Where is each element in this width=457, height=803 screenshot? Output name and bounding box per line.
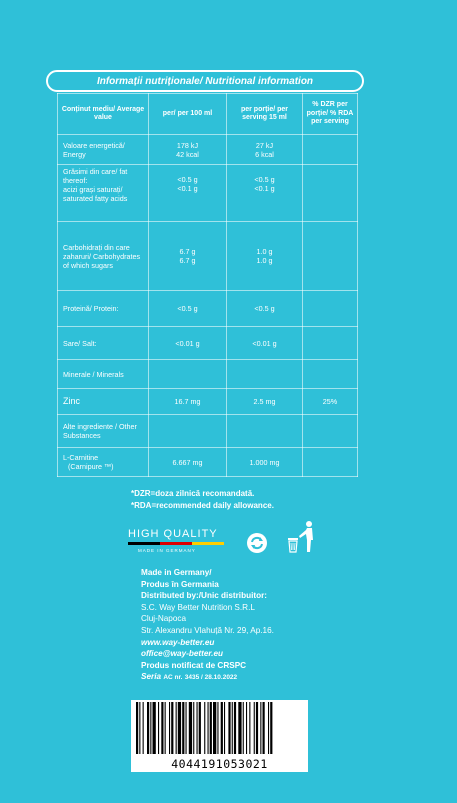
row-label-line: Grăsimi din care/ fat thereof: — [63, 167, 128, 185]
row-serving: <0.5 g — [227, 291, 303, 327]
barcode-bar — [169, 702, 170, 754]
company-city: Cluj-Napoca — [141, 614, 187, 624]
barcode-bar — [246, 702, 247, 754]
row-label: Minerale / Minerals — [58, 360, 149, 389]
barcode-bar — [189, 702, 192, 754]
batch-label: Seria — [141, 672, 162, 682]
barcode-bar — [254, 702, 255, 754]
table-row — [58, 415, 358, 448]
german-flag-bar — [128, 542, 224, 545]
barcode-bar — [171, 702, 173, 754]
row-label: Sare/ Salt: — [58, 327, 149, 360]
row-per100 — [149, 222, 227, 291]
row-value-line: 42 kcal — [176, 149, 199, 159]
barcode-bar — [221, 702, 223, 754]
barcode-bar — [260, 702, 261, 754]
barcode-bar — [256, 702, 258, 754]
barcode-bar — [153, 702, 156, 754]
row-value-line: 1.0 g — [256, 247, 273, 256]
header-per-serving: per porție/ per serving 15 ml — [227, 94, 303, 135]
barcode-bar — [232, 702, 233, 754]
row-label-line: L-Carnitine — [63, 453, 99, 462]
company-name: S.C. Way Better Nutrition S.R.L — [141, 602, 255, 612]
barcode-bar — [213, 702, 216, 754]
row-rda — [303, 327, 358, 360]
row-value-line: <0.5 g — [254, 175, 275, 184]
row-serving — [227, 165, 303, 222]
barcode-bar — [178, 702, 181, 754]
row-label: Zinc — [58, 389, 149, 415]
row-serving: 1.000 mg — [227, 448, 303, 477]
row-per100: <0.5 g — [149, 291, 227, 327]
row-label — [58, 448, 149, 477]
barcode-bar — [204, 702, 205, 754]
row-label-line: (Carnipure ™) — [68, 462, 114, 471]
row-value-line: 178 kJ — [176, 140, 199, 150]
row-per100: 16.7 mg — [149, 389, 227, 415]
barcode — [131, 700, 308, 772]
batch-value: 3435 / 28.10.2022 — [184, 674, 238, 682]
row-label: Carbohidrați din care zaharuri/ Carbohydrates of which sugars — [58, 222, 149, 291]
table-row — [58, 448, 358, 477]
barcode-bar — [270, 702, 272, 754]
footnote-rda: *RDA=recommended daily allowance. — [131, 501, 274, 510]
row-rda — [303, 415, 358, 448]
table-row — [58, 291, 358, 327]
barcode-bar — [136, 702, 138, 754]
logo-row — [128, 520, 328, 560]
row-rda — [303, 135, 358, 165]
row-serving — [227, 415, 303, 448]
row-label: Valoare energetică/ Energy — [58, 135, 149, 165]
batch-code: AC nr. — [163, 674, 183, 682]
row-per100: <0.01 g — [149, 327, 227, 360]
high-quality-logo-text: HIGH QUALITY — [128, 528, 218, 540]
row-rda: 25% — [303, 389, 358, 415]
barcode-bar — [224, 702, 225, 754]
barcode-number: 4044191053021 — [171, 757, 268, 771]
made-in-germany-logo-text: MADE IN GERMANY — [138, 548, 196, 553]
row-value-line: 27 kJ — [255, 140, 274, 150]
row-value-line: 6 kcal — [255, 149, 274, 159]
row-value-line: 6.7 g — [179, 247, 196, 256]
barcode-bar — [186, 702, 187, 754]
distributed-by-label: Distributed by:/Unic distribuitor: — [141, 591, 267, 601]
barcode-bar — [249, 702, 250, 754]
barcode-bar — [182, 702, 184, 754]
table-row — [58, 327, 358, 360]
made-in-germany-en: Made in Germany/ — [141, 568, 212, 577]
row-serving — [227, 360, 303, 389]
flag-red-stripe — [160, 542, 192, 545]
barcode-bar — [210, 702, 212, 754]
row-label — [58, 165, 149, 222]
nutrition-table — [57, 93, 358, 477]
table-row — [58, 389, 358, 415]
batch-line — [141, 671, 381, 684]
made-in-germany-ro: Produs în Germania — [141, 579, 219, 589]
row-label-line: acizi grași saturați/ saturated fatty acids — [63, 185, 128, 203]
barcode-bar — [238, 702, 241, 754]
flag-gold-stripe — [192, 542, 224, 545]
barcode-bar — [150, 702, 151, 754]
row-rda — [303, 165, 358, 222]
barcode-bar — [197, 702, 198, 754]
row-serving: 2.5 mg — [227, 389, 303, 415]
row-serving: <0.01 g — [227, 327, 303, 360]
table-row — [58, 135, 358, 165]
row-value-line: <0.1 g — [177, 184, 198, 193]
barcode-bar — [158, 702, 159, 754]
barcode-bar — [217, 702, 218, 754]
flag-black-stripe — [128, 542, 160, 545]
barcode-bar — [208, 702, 209, 754]
barcode-bar — [193, 702, 194, 754]
trash-bin-icon — [286, 520, 322, 556]
header-per-100ml: per/ per 100 ml — [149, 94, 227, 135]
footnotes — [131, 488, 391, 512]
row-per100 — [149, 415, 227, 448]
row-per100 — [149, 360, 227, 389]
notification-text: Produs notificat de CRSPC — [141, 660, 247, 670]
row-serving — [227, 135, 303, 165]
row-label: Proteină/ Protein: — [58, 291, 149, 327]
row-rda — [303, 448, 358, 477]
barcode-bar — [234, 702, 236, 754]
footnote-dzr: *DZR=doza zilnică recomandată. — [131, 489, 255, 498]
company-address: Str. Alexandru Vlahuță Nr. 29, Ap.16. — [141, 625, 274, 635]
row-value-line: 1.0 g — [256, 256, 273, 265]
header-rda: % DZR per porție/ % RDA per serving — [303, 94, 358, 135]
barcode-bar — [199, 702, 201, 754]
nutrition-title: Informații nutriționale/ Nutritional information — [46, 70, 364, 92]
row-rda — [303, 291, 358, 327]
row-value-line: <0.1 g — [254, 184, 275, 193]
recycle-icon — [246, 532, 268, 554]
barcode-bar — [268, 702, 269, 754]
table-header-row — [58, 94, 358, 135]
row-per100 — [149, 165, 227, 222]
table-row — [58, 360, 358, 389]
row-rda — [303, 360, 358, 389]
barcode-bar — [228, 702, 230, 754]
row-serving — [227, 222, 303, 291]
table-row — [58, 165, 358, 222]
barcode-bar — [147, 702, 149, 754]
website-link[interactable]: www.way-better.eu — [141, 637, 215, 647]
barcode-bar — [161, 702, 163, 754]
header-average-value: Conținut mediu/ Average value — [58, 94, 149, 135]
barcode-bar — [139, 702, 140, 754]
row-per100 — [149, 135, 227, 165]
distributor-info — [141, 567, 381, 684]
barcode-bar — [263, 702, 265, 754]
email-link[interactable]: office@way-better.eu — [141, 649, 223, 659]
row-rda — [303, 222, 358, 291]
barcode-bar — [165, 702, 166, 754]
table-row — [58, 222, 358, 291]
row-per100: 6.667 mg — [149, 448, 227, 477]
barcode-bar — [243, 702, 244, 754]
barcode-bar — [176, 702, 177, 754]
barcode-bar — [143, 702, 144, 754]
row-label: Alte ingrediente / Other Substances — [58, 415, 149, 448]
row-value-line: <0.5 g — [177, 175, 198, 184]
row-value-line: 6.7 g — [179, 256, 196, 265]
barcode-bars — [134, 702, 305, 754]
